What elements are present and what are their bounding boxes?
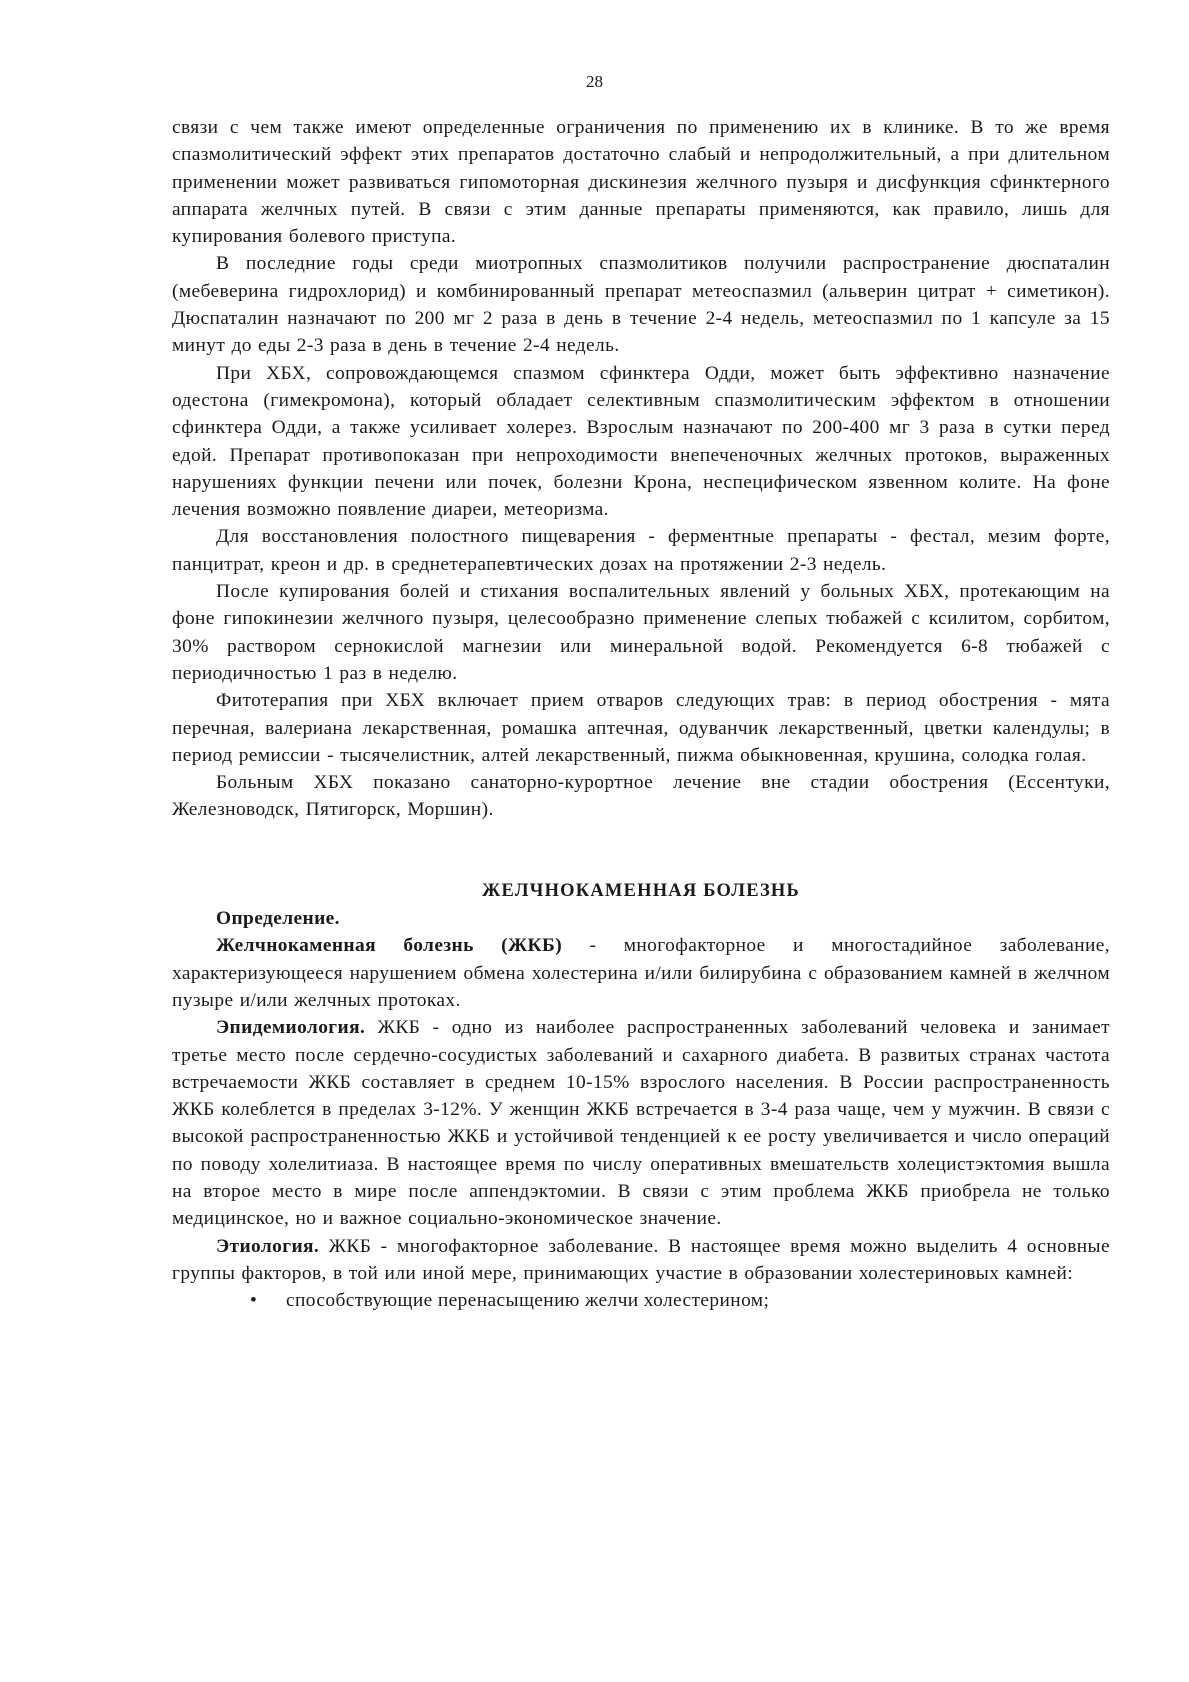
epidemiology-label: Эпидемиология. <box>216 1017 366 1039</box>
paragraph: Фитотерапия при ХБХ включает прием отваров следующих трав: в период обострения - мята перечная, валериана лекарственная, ромашка аптечная, одуванчик лекарственный, цветки календулы; в период ремиссии - тысячелистник, алтей лекарственный, пижма обыкновенная, крушина, солодка голая. <box>172 690 1110 766</box>
list-item-text: способствующие перенасыщению желчи холестерином; <box>286 1290 770 1312</box>
paragraph: При ХБХ, сопровождающемся спазмом сфинктера Одди, может быть эффективно назначение одестона (гимекромона), который обладает селективным спазмолитическим эффектом в отношении сфинктера Одди, а также усиливает холерез. Взрослым назначают по 200-400 мг 3 раза в сутки перед едой. Препарат противопоказан при непроходимости внепеченочных желчных протоков, выраженных нарушениях функции печени или почек, болезни Крона, неспецифическом язвенном колите. На фоне лечения возможно появление диареи, метеоризма. <box>172 362 1110 521</box>
section-heading: ЖЕЛЧНОКАМЕННАЯ БОЛЕЗНЬ <box>482 880 800 901</box>
list-item <box>250 1287 1110 1314</box>
epidemiology-paragraph <box>172 1014 1110 1232</box>
paragraph: После купирования болей и стихания воспалительных явлений у больных ХБХ, протекающим на фоне гипокинезии желчного пузыря, целесообразно применение слепых тюбажей с ксилитом, сорбитом, 30% раствором сернокислой магнезии или минеральной водой. Рекомендуется 6-8 тюбажей с периодичностью 1 раз в неделю. <box>172 581 1110 684</box>
etiology-label: Этиология. <box>216 1235 320 1257</box>
definition-paragraph <box>172 932 1110 1014</box>
paragraph: В последние годы среди миотропных спазмолитиков получили распространение дюспаталин (мебеверина гидрохлорид) и комбинированный препарат метеоспазмил (альверин цитрат + симетикон). Дюспаталин назначают по 200 мг 2 раза в день в течение 2-4 недель, метеоспазмил по 1 капсуле за 15 минут до еды 2-3 раза в день в течение 2-4 недель. <box>172 253 1110 357</box>
etiology-text: ЖКБ - многофакторное заболевание. В настоящее время можно выделить 4 основные группы факторов, в той или иной мере, принимающих участие в образовании холестериновых камней: <box>172 1235 1110 1284</box>
paragraph: Больным ХБХ показано санаторно-курортное лечение вне стадии обострения (Ессентуки, Железноводск, Пятигорск, Моршин). <box>172 772 1110 821</box>
definition-heading <box>172 905 1110 932</box>
definition-term: Желчнокаменная болезнь (ЖКБ) <box>216 935 563 957</box>
paragraph: связи с чем также имеют определенные ограничения по применению их в клинике. В то же время спазмолитический эффект этих препаратов достаточно слабый и непродолжительный, а при длительном применении может развиваться гипомоторная дискинезия желчного пузыря и дисфункция сфинктерного аппарата желчных путей. В связи с этим данные препараты применяются, как правило, лишь для купирования болевого приступа. <box>172 117 1110 248</box>
definition-text: - многофакторное и многостадийное заболевание, характеризующееся нарушением обмена холестерина и/или билирубина с образованием камней в желчном пузыре и/или желчных протоках. <box>172 935 1111 1011</box>
epidemiology-text: ЖКБ - одно из наиболее распространенных заболеваний человека и занимает третье место после сердечно-сосудистых заболеваний и сахарного диабета. В развитых странах частота встречаемости ЖКБ составляет в среднем 10-15% взрослого населения. В России распространенность ЖКБ колеблется в пределах 3-12%. У женщин ЖКБ встречается в 3-4 раза чаще, чем у мужчин. В связи с высокой распространенностью ЖКБ и устойчивой тенденцией к ее росту увеличивается и число операций по поводу холелитиаза. В настоящее время по числу оперативных вмешательств холецистэктомия вышла на второе место в мире после аппендэктомии. В связи с этим проблема ЖКБ приобрела не только медицинское, но и важное социально-экономическое значение. <box>172 1017 1110 1230</box>
definition-label: Определение. <box>216 908 340 930</box>
page-body <box>172 114 1110 1314</box>
paragraph: Для восстановления полостного пищеварения - ферментные препараты - фестал, мезим форте, панцитрат, креон и др. в среднетерапевтических дозах на протяжении 2-3 недель. <box>172 526 1110 575</box>
page-number: 28 <box>586 72 603 91</box>
etiology-factor-list <box>172 1287 1110 1314</box>
bullet-icon: • <box>250 1290 258 1312</box>
etiology-paragraph <box>172 1233 1110 1288</box>
